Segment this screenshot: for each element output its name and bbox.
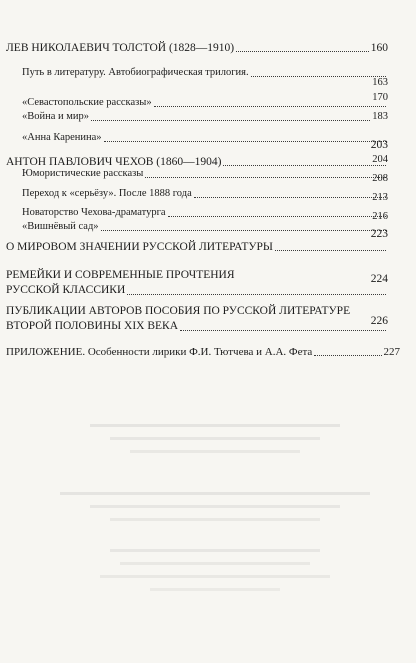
toc-page-number: 183 [372, 111, 388, 122]
toc-entry-title-line2: РУССКОЙ КЛАССИКИ [6, 284, 126, 296]
toc-page-number: 213 [372, 192, 388, 203]
leader-dots [314, 355, 381, 356]
toc-entry-title: ПРИЛОЖЕНИЕ. Особенности лирики Ф.И. Тютчева и А.А. Фета [6, 346, 313, 358]
toc-page-number: 160 [370, 42, 388, 54]
toc-entry-world-significance[interactable] [6, 240, 388, 254]
toc-entry-title-line1: ПУБЛИКАЦИИ АВТОРОВ ПОСОБИЯ ПО РУССКОЙ ЛИТЕРАТУРЕ [6, 305, 351, 317]
toc-subentry[interactable] [22, 110, 388, 124]
leader-dots [127, 294, 386, 295]
leader-dots [180, 330, 386, 331]
toc-page-number: 203 [370, 139, 388, 151]
toc-subentry-page-row [22, 191, 388, 205]
toc-subentry-label: Переход к «серьёзу». После 1888 года [22, 188, 192, 199]
toc-entry-title: О МИРОВОМ ЗНАЧЕНИИ РУССКОЙ ЛИТЕРАТУРЫ [6, 241, 273, 253]
toc-subentry-label: Юмористические рассказы [22, 168, 144, 179]
toc-page-number: 204 [372, 154, 388, 165]
bleed-through-imprint [60, 488, 370, 534]
toc-page-number: 163 [372, 77, 388, 88]
toc-subentry-page-row [22, 172, 388, 186]
toc-page-number: 224 [370, 273, 388, 285]
toc-subentry-page-row [22, 153, 388, 167]
toc-subentry-page-row [22, 210, 388, 224]
bleed-through-imprint [70, 545, 360, 595]
toc-entry-page-row [6, 227, 388, 241]
leader-dots [154, 106, 386, 107]
toc-entry-title-line2: ВТОРОЙ ПОЛОВИНЫ XIX ВЕКА [6, 320, 179, 332]
toc-subentry-label: Путь в литературу. Автобиографическая трилогия. [22, 67, 249, 78]
toc-page-number: 216 [372, 211, 388, 222]
toc-subentry-page-row [22, 76, 388, 90]
toc-entry-title: АНТОН ПАВЛОВИЧ ЧЕХОВ (1860—1904) [6, 156, 222, 168]
toc-entry-title: ЛЕВ НИКОЛАЕВИЧ ТОЛСТОЙ (1828—1910) [6, 42, 235, 54]
leader-dots [236, 51, 369, 52]
toc-subentry-page-row [22, 91, 388, 105]
toc-subentry-label: «Анна Каренина» [22, 132, 102, 143]
toc-entry-appendix[interactable] [6, 345, 400, 359]
toc-entry-page-row [6, 314, 388, 328]
toc-entry-tolstoy[interactable] [6, 41, 388, 55]
toc-page-number: 227 [383, 346, 400, 358]
toc-subentry-label: «Вишнёвый сад» [22, 221, 99, 232]
leader-dots [91, 120, 370, 121]
toc-page-number: 208 [372, 173, 388, 184]
toc-entry-title-line1: РЕМЕЙКИ И СОВРЕМЕННЫЕ ПРОЧТЕНИЯ [6, 269, 235, 281]
toc-subentry-label: «Война и мир» [22, 111, 90, 122]
toc-subentry-label: Новаторство Чехова-драматурга [22, 207, 166, 218]
leader-dots [275, 250, 386, 251]
toc-page-number: 223 [370, 228, 388, 240]
toc-entry-page-row [6, 272, 388, 286]
toc-page-number: 170 [372, 92, 388, 103]
toc-entry-page-row [6, 138, 388, 152]
toc-page-number: 226 [370, 315, 388, 327]
bleed-through-imprint [70, 420, 360, 460]
toc-subentry-label: «Севастопольские рассказы» [22, 97, 152, 108]
